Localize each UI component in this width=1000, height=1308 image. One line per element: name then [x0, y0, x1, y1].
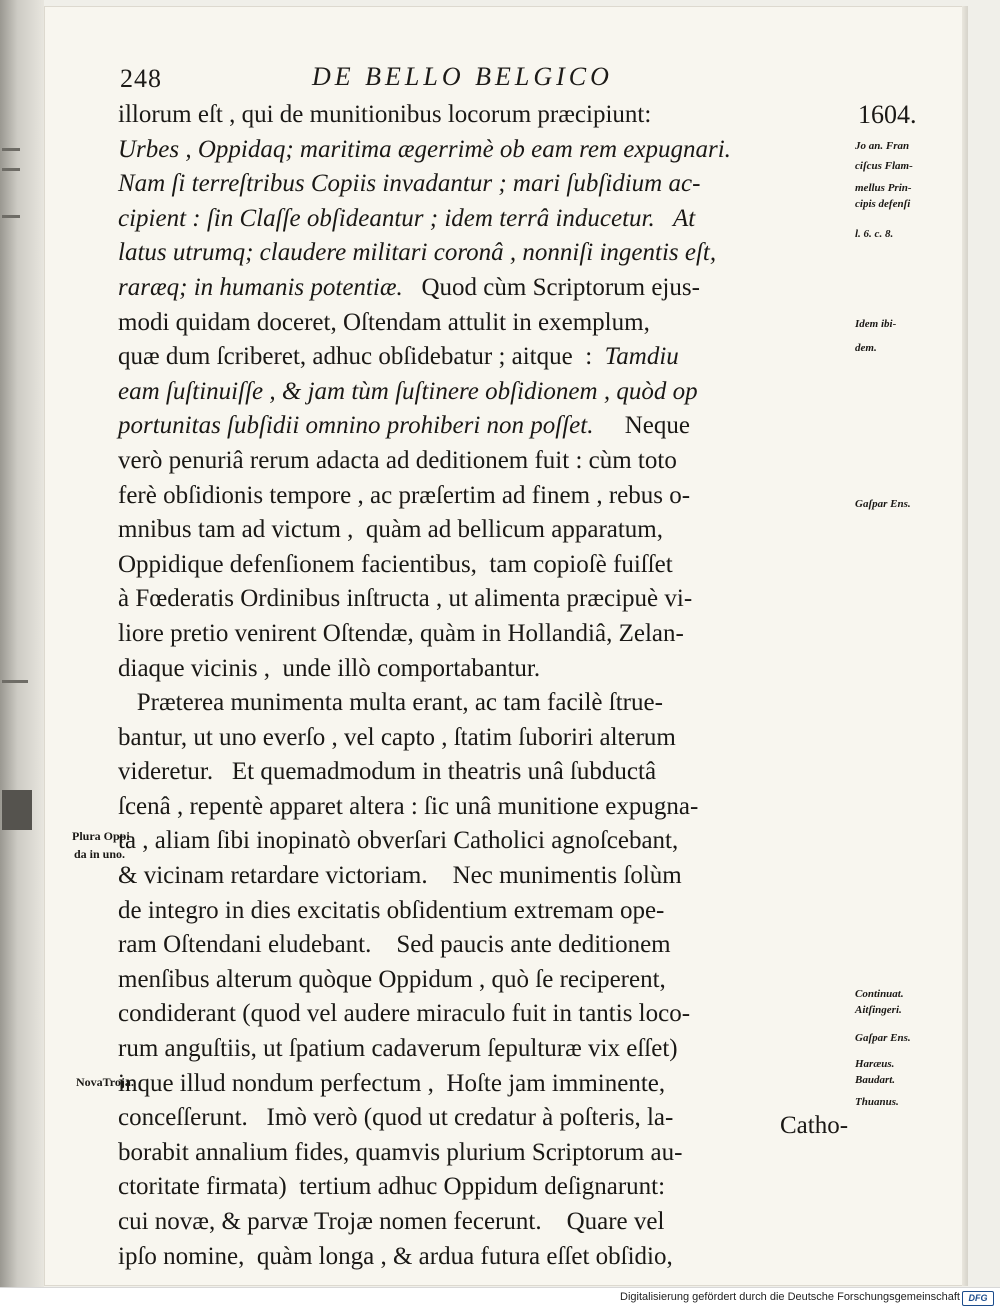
right-marginal-note: cipis defenſi: [855, 198, 911, 210]
text-line: [118, 617, 818, 652]
text-run: quæ dum ſcriberet, adhuc obſidebatur ; aitque :: [118, 343, 605, 371]
italic-text-run: latus utrumq; claudere militari coronâ , nonniſi ingentis eſt,: [118, 239, 717, 267]
text-run: & vicinam retardare victoriam. Nec munimentis ſolùm: [118, 862, 682, 890]
text-line: [118, 375, 818, 410]
text-line: [118, 98, 818, 133]
edge-mark: [2, 215, 20, 218]
text-line: [118, 928, 818, 963]
text-line: [118, 236, 818, 271]
text-run: ferè obſidionis tempore , ac præſertim ad finem , rebus o-: [118, 481, 691, 509]
text-run: ſcenâ , repentè apparet altera : ſic unâ munitione expugna-: [118, 792, 699, 820]
text-run: Quod cùm Scriptorum ejus-: [402, 273, 700, 301]
page-number: 248: [120, 64, 162, 93]
text-run: à Fœderatis Ordinibus inſtructa , ut alimenta præcipuè vi-: [118, 585, 693, 613]
footer-bar: [0, 1287, 1000, 1308]
right-marginal-note: Jo an. Fran: [855, 140, 910, 152]
italic-text-run: Tamdiu: [604, 343, 679, 371]
text-line: [118, 133, 818, 168]
text-line: [118, 306, 818, 341]
catchword: Catho-: [780, 1112, 849, 1139]
italic-text-run: raræq; in humanis potentiæ.: [118, 273, 403, 301]
left-marginal-note: da in uno.: [74, 847, 126, 861]
facing-page-edge: [0, 0, 44, 1287]
text-line: [118, 859, 818, 894]
text-run: conceſſerunt. Imò verò (quod ut credatur à poſteris, la-: [118, 1104, 674, 1132]
text-run: verò penuriâ rerum adacta ad deditionem fuit : cùm toto: [118, 446, 677, 474]
text-line: [118, 755, 818, 790]
running-title: DE BELLO BELGICO: [312, 62, 613, 91]
text-line: [118, 1205, 818, 1240]
text-run: ta , aliam ſibi inopinatò obverſari Catholici agnoſcebant,: [118, 827, 679, 855]
text-line: [118, 582, 818, 617]
text-line: [118, 271, 818, 306]
right-marginal-note: Gaſpar Ens.: [855, 498, 911, 510]
edge-mark: [2, 148, 20, 151]
text-line: [118, 963, 818, 998]
text-line: [118, 1240, 818, 1275]
right-marginal-note: Baudart.: [855, 1074, 896, 1086]
text-run: inque illud nondum perfectum , Hoſte jam imminente,: [118, 1069, 666, 1097]
text-run: cui novæ, & parvæ Trojæ nomen fecerunt. Quare vel: [118, 1208, 665, 1235]
italic-text-run: Nam ſi terreſtribus Copiis invadantur ; mari ſubſidium ac-: [118, 170, 701, 198]
text-run: modi quidam doceret, Oſtendam attulit in exemplum,: [118, 308, 650, 336]
text-run: illorum eſt , qui de munitionibus locorum præcipiunt:: [118, 101, 652, 128]
text-line: [118, 479, 818, 514]
left-marginal-note: NovaTroja.: [76, 1075, 134, 1089]
text-line: [118, 997, 818, 1032]
text-line: [118, 548, 818, 583]
text-run: ipſo nomine, quàm longa , & ardua futura eſſet obſidio,: [118, 1242, 673, 1270]
text-run: mnibus tam ad victum , quàm ad bellicum apparatum,: [118, 516, 664, 544]
right-marginal-note: Thuanus.: [855, 1096, 899, 1108]
edge-mark: [2, 790, 32, 830]
text-line: [118, 513, 818, 548]
right-marginal-note: dem.: [855, 342, 877, 354]
text-run: ctoritate firmata) tertium adhuc Oppidum deſignarunt:: [118, 1173, 666, 1201]
text-line: [118, 1101, 818, 1136]
right-marginal-note: Aitſingeri.: [855, 1004, 902, 1016]
right-marginal-note: Haræus.: [855, 1058, 895, 1070]
text-line: [118, 444, 818, 479]
text-run: Oppidique defenſionem facientibus, tam copioſè fuiſſet: [118, 550, 673, 578]
main-text: [118, 98, 818, 1274]
dfg-logo: DFG: [962, 1291, 994, 1306]
text-line: [118, 824, 818, 859]
italic-text-run: eam ſuſtinuiſſe , & jam tùm ſuſtinere obſidionem , quòd op: [118, 377, 698, 405]
right-marginal-note: l. 6. c. 8.: [855, 228, 894, 240]
text-run: ram Oſtendani eludebant. Sed paucis ante deditionem: [118, 931, 671, 959]
text-line: [118, 790, 818, 825]
text-line: [118, 686, 818, 721]
text-run: videretur. Et quemadmodum in theatris unâ ſubductâ: [118, 758, 657, 786]
text-line: [118, 167, 818, 202]
footer-credit: Digitalisierung gefördert durch die Deutsche Forschungsgemeinschaft: [620, 1291, 960, 1303]
text-run: Præterea munimenta multa erant, ac tam facilè ſtrue-: [118, 689, 663, 717]
right-marginal-note: ciſcus Flam-: [855, 160, 913, 172]
text-line: [118, 340, 818, 375]
text-run: condiderant (quod vel audere miraculo fuit in tantis loco-: [118, 1000, 691, 1028]
text-line: [118, 1032, 818, 1067]
text-run: liore pretio venirent Oſtendæ, quàm in Hollandiâ, Zelan-: [118, 619, 684, 647]
text-line: [118, 1067, 818, 1102]
right-marginal-note: Gaſpar Ens.: [855, 1032, 911, 1044]
text-line: [118, 1170, 818, 1205]
text-run: menſibus alterum quòque Oppidum , quò ſe reciperent,: [118, 965, 666, 993]
edge-mark: [2, 168, 20, 171]
text-run: Neque: [593, 412, 690, 440]
right-marginal-note: Continuat.: [855, 988, 904, 1000]
text-line: [118, 652, 818, 687]
text-run: borabit annalium fides, quamvis plurium Scriptorum au-: [118, 1138, 683, 1166]
text-line: [118, 409, 818, 444]
right-marginal-note: mellus Prin-: [855, 182, 912, 194]
text-run: de integro in dies excitatis obſidentium extremam ope-: [118, 896, 665, 924]
text-run: diaque vicinis , unde illò comportabantur.: [118, 654, 541, 682]
edge-mark: [2, 680, 28, 683]
italic-text-run: Urbes , Oppidaq; maritima ægerrimè ob eam rem expugnari.: [118, 135, 731, 163]
page-header: [120, 62, 680, 96]
text-run: rum anguſtiis, ut ſpatium cadaverum ſepulturæ vix eſſet): [118, 1035, 678, 1063]
text-line: [118, 894, 818, 929]
italic-text-run: cipient : ſin Claſſe obſideantur ; idem terrâ inducetur. At: [118, 204, 696, 232]
margin-year: 1604.: [858, 100, 917, 129]
text-line: [118, 721, 818, 756]
left-marginal-note: Plura Oppi-: [72, 829, 134, 843]
italic-text-run: portunitas ſubſidii omnino prohiberi non poſſet.: [118, 412, 594, 440]
text-run: bantur, ut uno everſo , vel capto , ſtatim ſuboriri alterum: [118, 723, 676, 751]
text-line: [118, 202, 818, 237]
right-marginal-note: Idem ibi-: [855, 318, 897, 330]
text-line: [118, 1136, 818, 1171]
